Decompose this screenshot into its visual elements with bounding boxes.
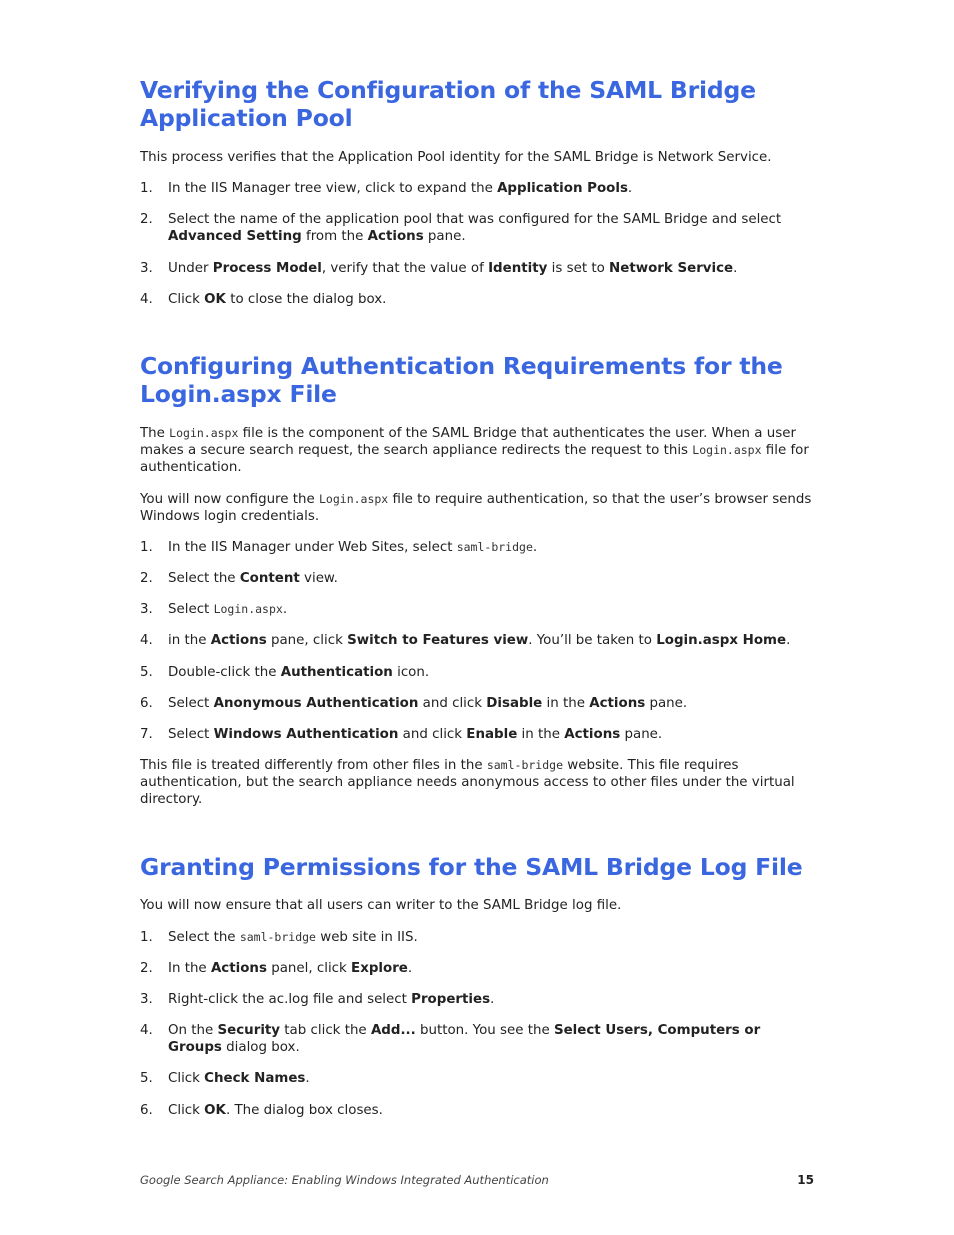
list-text: Select the saml-bridge web site in IIS. — [168, 930, 418, 945]
list-text: In the Actions panel, click Explore. — [168, 961, 413, 976]
list-text: Click Check Names. — [168, 1071, 310, 1086]
list-number: 7. — [140, 727, 153, 742]
list-text: Click OK to close the dialog box. — [168, 292, 387, 307]
list-number: 1. — [140, 181, 153, 196]
list-number: 3. — [140, 992, 153, 1007]
footer-document-title: Google Search Appliance: Enabling Windows Integrated Authentication — [140, 1173, 549, 1187]
paragraph: This file is treated differently from other files in the saml-bridge website. This file requires authentication, but the search appliance needs anonymous access to other files under the virtual directory. — [140, 758, 795, 807]
section-heading-log-permissions: Granting Permissions for the SAML Bridge Log File — [140, 853, 803, 881]
section-heading-login-auth — [140, 352, 814, 408]
list-number: 1. — [140, 930, 153, 945]
list-number: 6. — [140, 1103, 153, 1118]
list-text: Select Windows Authentication and click Enable in the Actions pane. — [168, 727, 663, 742]
list-number: 5. — [140, 1071, 153, 1086]
list-text: Select the name of the application pool that was configured for the SAML Bridge and select Advanced Setting from the Actions pane. — [168, 212, 782, 244]
list-text: Select Login.aspx. — [168, 602, 288, 617]
list-text: Double-click the Authentication icon. — [168, 665, 430, 680]
list-number: 2. — [140, 571, 153, 586]
intro-paragraph: You will now ensure that all users can writer to the SAML Bridge log file. — [140, 898, 622, 913]
list-text: in the Actions pane, click Switch to Features view. You’ll be taken to Login.aspx Home. — [168, 633, 791, 648]
list-text: Click OK. The dialog box closes. — [168, 1103, 383, 1118]
list-number: 6. — [140, 696, 153, 711]
list-text: On the Security tab click the Add... button. You see the Select Users, Computers or Groups dialog box. — [168, 1023, 761, 1055]
heading-line-1: Configuring Authentication Requirements for the — [140, 352, 783, 380]
list-number: 4. — [140, 1023, 153, 1038]
list-text: Select the Content view. — [168, 571, 338, 586]
list-number: 5. — [140, 665, 153, 680]
intro-paragraph: This process verifies that the Application Pool identity for the SAML Bridge is Network Service. — [140, 150, 772, 165]
list-number: 3. — [140, 602, 153, 617]
list-number: 4. — [140, 633, 153, 648]
heading-line-2: Application Pool — [140, 104, 353, 132]
list-number: 2. — [140, 961, 153, 976]
list-text: In the IIS Manager under Web Sites, select saml-bridge. — [168, 540, 538, 555]
list-text: In the IIS Manager tree view, click to expand the Application Pools. — [168, 181, 633, 196]
list-number: 2. — [140, 212, 153, 227]
list-number: 3. — [140, 261, 153, 276]
footer-page-number: 15 — [797, 1173, 814, 1187]
list-text: Right-click the ac.log file and select Properties. — [168, 992, 495, 1007]
paragraph: The Login.aspx file is the component of the SAML Bridge that authenticates the user. When a user makes a secure search request, the search appliance redirects the request to this Login.aspx file for authentication. — [140, 426, 809, 475]
heading-line-1: Verifying the Configuration of the SAML Bridge — [140, 76, 756, 104]
list-number: 4. — [140, 292, 153, 307]
heading-line-2: Login.aspx File — [140, 380, 337, 408]
list-number: 1. — [140, 540, 153, 555]
list-text: Select Anonymous Authentication and click Disable in the Actions pane. — [168, 696, 688, 711]
paragraph: You will now configure the Login.aspx file to require authentication, so that the user’s browser sends Windows login credentials. — [140, 492, 812, 524]
list-text: Under Process Model, verify that the value of Identity is set to Network Service. — [168, 261, 738, 276]
section-heading-app-pool — [140, 76, 814, 132]
